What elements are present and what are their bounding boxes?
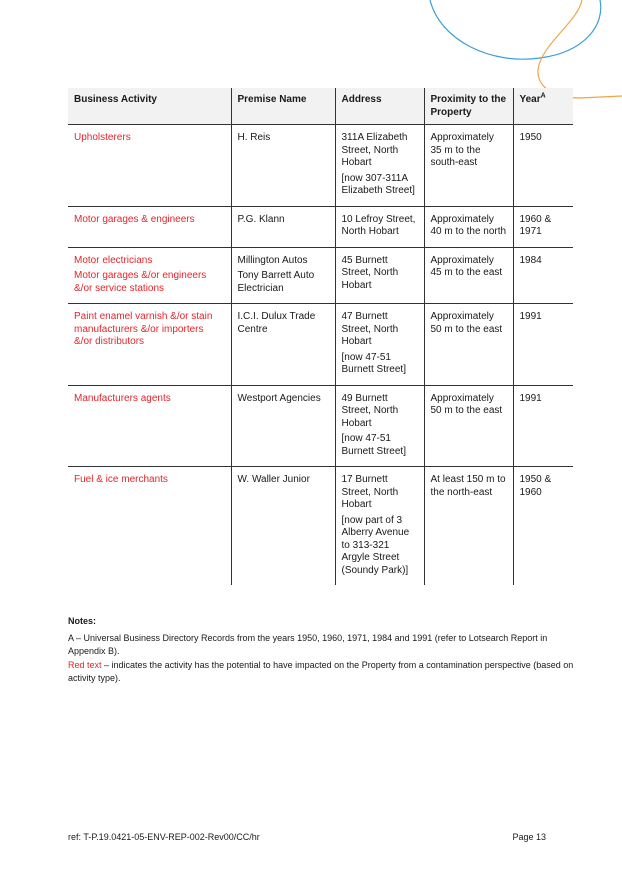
table-row [68,247,573,304]
address-text: 47 Burnett Street, North Hobart [341,311,399,347]
table-row [68,125,573,207]
address-text: [now 47-51 Burnett Street] [341,351,406,375]
cell-activity [68,385,231,467]
cell-address [335,467,424,586]
premise-text: Tony Barrett Auto Electrician [237,270,315,294]
note-red-description: – indicates the activity has the potential to have impacted on the Property from a contamination perspective (based on activity type). [68,660,574,683]
cell-premise [231,304,335,386]
note-red-text [68,659,580,685]
table-row [68,385,573,467]
note-a: A – Universal Business Directory Records from the years 1950, 1960, 1971, 1984 and 1991 (refer to Lotsearch Report in Appendix B). [68,633,548,656]
cell-premise [231,125,335,207]
table-row [68,304,573,386]
cell-address [335,206,424,247]
footer-page-number: Page 13 [512,832,546,842]
cell-year: 1950 [513,125,573,207]
address-text: 17 Burnett Street, North Hobart [341,474,399,510]
activity-text: Manufacturers agents [74,392,171,404]
address-text: 10 Lefroy Street, North Hobart [341,213,416,237]
cell-address [335,125,424,207]
cell-year: 1984 [513,247,573,304]
cell-year: 1950 & 1960 [513,467,573,586]
cell-premise [231,247,335,304]
premise-text: H. Reis [237,132,271,143]
address-text: 311A Elizabeth Street, North Hobart [341,132,408,168]
cell-year: 1960 & 1971 [513,206,573,247]
premise-text: Millington Autos [237,254,308,266]
header-year [513,88,573,125]
activity-text: Motor garages &/or engineers &/or service stations [74,270,207,294]
business-activity-table [68,88,573,585]
cell-activity [68,304,231,386]
activity-text: Motor electricians [74,254,153,266]
address-text: [now 307-311A Elizabeth Street] [341,172,415,196]
cell-proximity: Approximately 45 m to the east [424,247,513,304]
premise-text: P.G. Klann [237,213,285,225]
address-text: [now part of 3 Alberry Avenue to 313-321 Argyle Street (Soundy Park)] [341,514,410,576]
cell-address [335,304,424,386]
premise-text: W. Waller Junior [237,474,310,485]
address-text: [now 47-51 Burnett Street] [341,433,406,457]
cell-proximity: Approximately 50 m to the east [424,304,513,386]
cell-proximity: Approximately 35 m to the south-east [424,125,513,207]
cell-premise [231,206,335,247]
activity-text: Motor garages & engineers [74,213,195,225]
note-red-label: Red text [68,660,102,670]
header-activity: Business Activity [68,88,231,125]
table-row [68,467,573,586]
table-row [68,206,573,247]
activity-text: Paint enamel varnish &/or stain manufacturers &/or importers &/or distributors [74,311,213,347]
cell-proximity: Approximately 40 m to the north [424,206,513,247]
cell-year: 1991 [513,304,573,386]
cell-activity [68,467,231,586]
header-premise: Premise Name [231,88,335,125]
cell-address [335,247,424,304]
header-proximity: Proximity to the Property [424,88,513,125]
page-footer [68,832,546,842]
activity-text: Fuel & ice merchants [74,474,168,485]
cell-year: 1991 [513,385,573,467]
notes-title: Notes: [68,616,97,626]
cell-premise [231,467,335,586]
address-text: 45 Burnett Street, North Hobart [341,254,399,291]
blue-curve [430,0,601,59]
activity-text: Upholsterers [74,132,131,143]
notes-section [68,615,580,686]
premise-text: I.C.I. Dulux Trade Centre [237,311,316,335]
cell-proximity: Approximately 50 m to the east [424,385,513,467]
cell-activity [68,125,231,207]
cell-activity [68,206,231,247]
header-address: Address [335,88,424,125]
cell-address [335,385,424,467]
cell-proximity: At least 150 m to the north-east [424,467,513,586]
table-header-row [68,88,573,125]
cell-premise [231,385,335,467]
address-text: 49 Burnett Street, North Hobart [341,392,399,429]
cell-activity [68,247,231,304]
orange-curve [538,0,622,98]
footer-reference: ref: T-P.19.0421-05-ENV-REP-002-Rev00/CC/hr [68,832,260,842]
header-year-superscript: A [540,92,546,100]
header-year-label: Year [519,94,541,105]
premise-text: Westport Agencies [237,392,321,404]
